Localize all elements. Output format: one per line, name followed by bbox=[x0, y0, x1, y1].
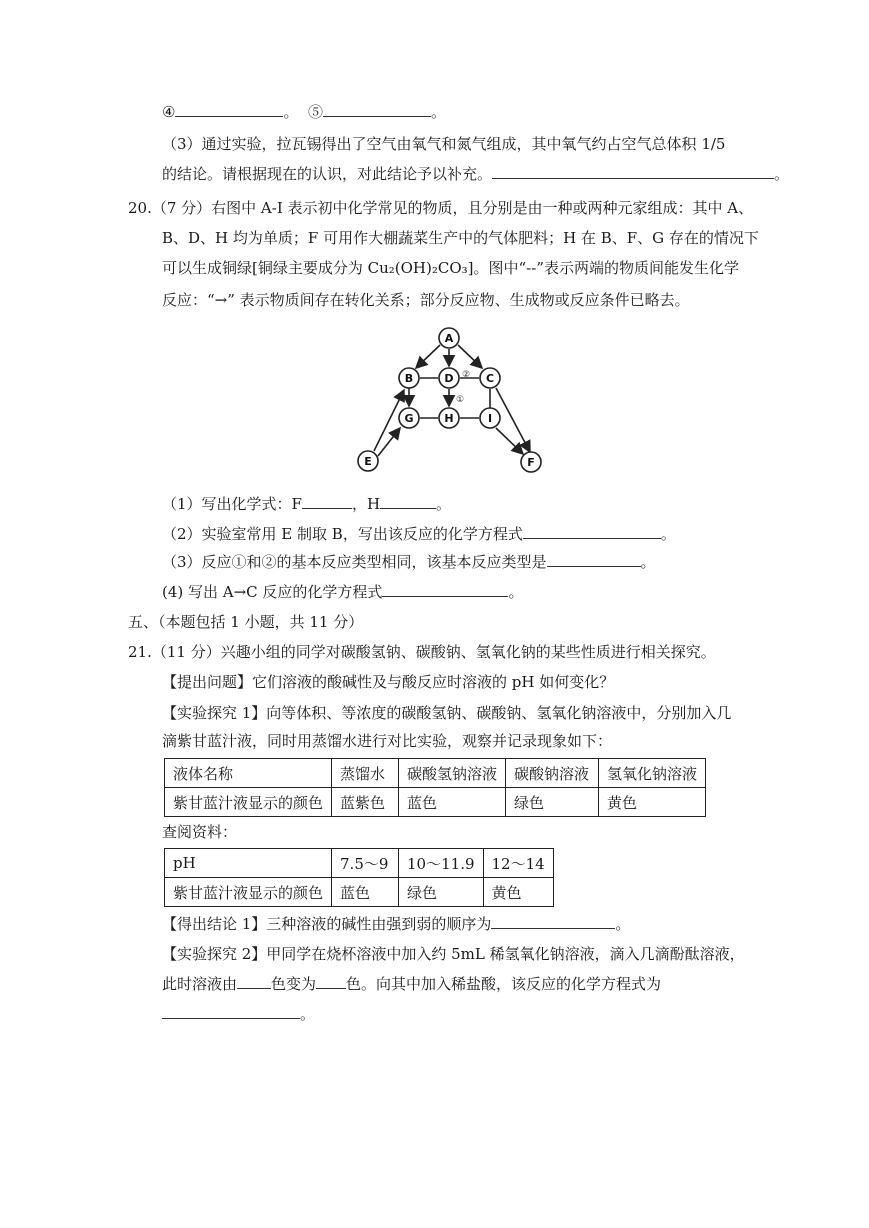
reference-label: 查阅资料： bbox=[162, 823, 238, 841]
answer-blank[interactable] bbox=[175, 102, 283, 117]
q20-sub3: （3）反应①和②的基本反应类型相同，该基本反应类型是 。 bbox=[162, 553, 656, 571]
table-cell: 黄色 bbox=[599, 788, 706, 817]
q20-stem-line1: 20.（7 分）右图中 A-I 表示初中化学常见的物质，且分别是由一种或两种元家组成：其中 A、 bbox=[128, 199, 754, 217]
q21-exp2-line1: 【实验探究 2】甲同学在烧杯溶液中加入约 5mL 稀氢氧化钠溶液，滴入几滴酚酞溶液， bbox=[162, 945, 745, 963]
arrow-a-c bbox=[458, 345, 482, 368]
q21-conclusion1: 【得出结论 1】三种溶液的碱性由强到弱的顺序为 。 bbox=[162, 915, 631, 933]
q20-sub4: (4) 写出 A→C 反应的化学方程式 。 bbox=[162, 583, 524, 601]
table-cell: 紫甘蓝汁液显示的颜色 bbox=[165, 878, 332, 907]
answer-blank[interactable] bbox=[547, 552, 641, 567]
arrow-c-f bbox=[496, 388, 530, 452]
q19-blank-row: ④ 。 ⑤ 。 bbox=[162, 103, 447, 121]
arrow-a-b bbox=[416, 345, 440, 368]
answer-blank[interactable] bbox=[380, 494, 436, 509]
table-cell: 蓝紫色 bbox=[332, 788, 399, 817]
table-cell: 紫甘蓝汁液显示的颜色 bbox=[165, 788, 332, 817]
node-label: E bbox=[364, 455, 372, 468]
q20-stem-line4: 反应：“→” 表示物质间存在转化关系；部分反应物、生成物或反应条件已略去。 bbox=[162, 291, 690, 309]
q20-stem-line3: 可以生成铜绿[铜绿主要成分为 Cu₂(OH)₂CO₃]。图中“--”表示两端的物质间能发生化学 bbox=[162, 259, 739, 277]
table-cell: 10～11.9 bbox=[399, 849, 484, 878]
node-label: C bbox=[485, 372, 495, 385]
table-row bbox=[165, 849, 554, 878]
table-cell: pH bbox=[165, 849, 332, 878]
node-label: I bbox=[487, 412, 493, 425]
table-cell: 绿色 bbox=[506, 788, 599, 817]
answer-blank[interactable] bbox=[382, 582, 508, 597]
table-cell: 蓝色 bbox=[332, 878, 399, 907]
answer-blank[interactable] bbox=[491, 914, 615, 929]
node-label: A bbox=[444, 332, 454, 345]
answer-blank[interactable] bbox=[323, 102, 431, 117]
table-row bbox=[165, 759, 706, 788]
reaction-mark-1: ① bbox=[456, 395, 465, 405]
table-cell: 蓝色 bbox=[399, 788, 506, 817]
q21-exp2-line3: 。 bbox=[162, 1004, 315, 1024]
table-cell: 绿色 bbox=[399, 878, 484, 907]
table-cell: 7.5～9 bbox=[332, 849, 399, 878]
node-label: B bbox=[404, 372, 414, 385]
section-heading: 五、（本题包括 1 小题，共 11 分） bbox=[128, 613, 364, 631]
table-row bbox=[165, 788, 706, 817]
table-cell: 氢氧化钠溶液 bbox=[599, 759, 706, 788]
result-table bbox=[164, 758, 706, 817]
q20-sub2: （2）实验室常用 E 制取 B，写出该反应的化学方程式 。 bbox=[162, 525, 676, 543]
answer-blank[interactable] bbox=[162, 1004, 300, 1019]
q19-part3-line1: （3）通过实验，拉瓦锡得出了空气由氧气和氮气组成，其中氧气约占空气总体积 1/5 bbox=[162, 135, 726, 153]
table-row bbox=[165, 878, 554, 907]
table-cell: 蒸馏水 bbox=[332, 759, 399, 788]
answer-blank[interactable] bbox=[237, 974, 271, 989]
arrow-e-g bbox=[378, 428, 400, 456]
answer-blank[interactable] bbox=[316, 974, 346, 989]
q21-question: 【提出问题】它们溶液的酸碱性及与酸反应时溶液的 pH 如何变化？ bbox=[162, 673, 615, 691]
q20-sub1: （1）写出化学式：F ，H 。 bbox=[162, 495, 452, 513]
table-cell: 12～14 bbox=[483, 849, 553, 878]
q21-exp2-line2: 此时溶液由 色变为 色。向其中加入稀盐酸，该反应的化学方程式为 bbox=[162, 975, 662, 993]
table-cell: 碳酸氢钠溶液 bbox=[399, 759, 506, 788]
q21-exp1-line2: 滴紫甘蓝汁液，同时用蒸馏水进行对比实验，观察并记录现象如下： bbox=[162, 732, 613, 750]
node-label: D bbox=[444, 372, 454, 385]
q20-stem-line2: B、D、H 均为单质；F 可用作大棚蔬菜生产中的气体肥料；H 在 B、F、G 存在的情况下 bbox=[162, 229, 759, 247]
table-cell: 液体名称 bbox=[165, 759, 332, 788]
node-label: H bbox=[444, 412, 454, 425]
reference-table bbox=[164, 848, 554, 907]
reaction-mark-2: ② bbox=[462, 370, 471, 380]
table-cell: 碳酸钠溶液 bbox=[506, 759, 599, 788]
answer-blank[interactable] bbox=[302, 494, 352, 509]
q19-part3-line2: 的结论。请根据现在的认识，对此结论予以补充。 。 bbox=[162, 165, 790, 183]
node-label: F bbox=[527, 456, 535, 469]
answer-blank[interactable] bbox=[523, 524, 661, 539]
q21-exp1-line1: 【实验探究 1】向等体积、等浓度的碳酸氢钠、碳酸钠、氢氧化钠溶液中，分别加入几 bbox=[162, 704, 732, 722]
answer-blank[interactable] bbox=[492, 164, 774, 179]
reaction-diagram bbox=[350, 320, 550, 480]
node-label: G bbox=[404, 412, 414, 425]
table-cell: 黄色 bbox=[483, 878, 553, 907]
q21-stem-line1: 21.（11 分）兴趣小组的同学对碳酸氢钠、碳酸钠、氢氧化钠的某些性质进行相关探究。 bbox=[128, 643, 716, 661]
